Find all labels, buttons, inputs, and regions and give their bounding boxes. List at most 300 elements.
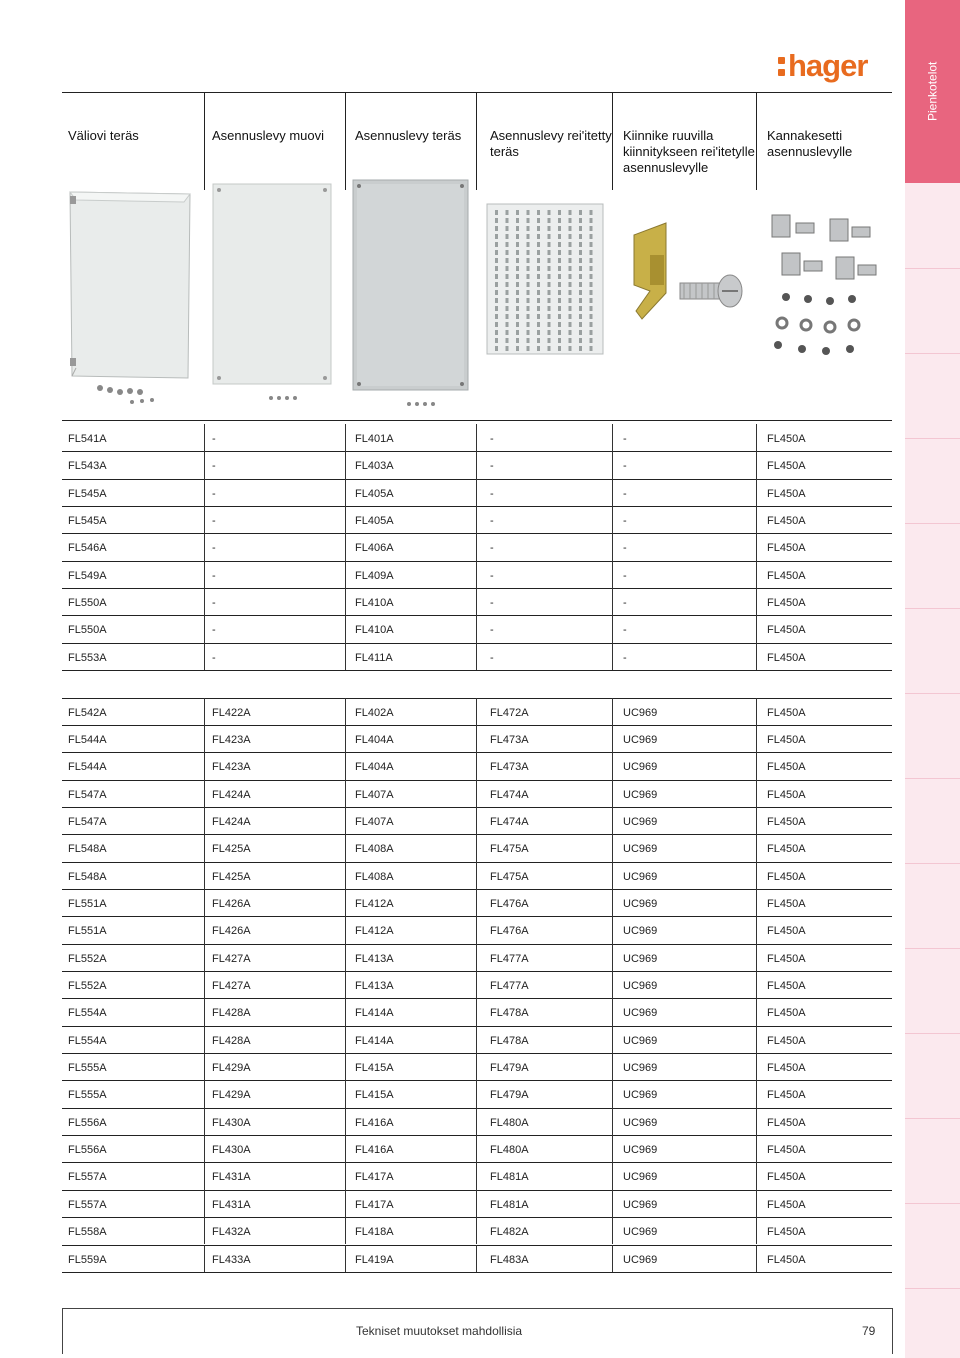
perforation-slot [590,258,593,263]
column-divider [204,971,205,998]
row-rule [62,1053,892,1054]
table-cell: FL450A [767,460,806,473]
table-cell: FL433A [212,1253,251,1266]
column-divider [756,1217,757,1244]
column-divider [204,889,205,916]
perforation-slot [527,346,530,351]
perforation-slot [558,226,561,231]
perforation-slot [506,242,509,247]
perforation-slot [569,258,572,263]
perforation-slot [506,266,509,271]
column-divider [345,1026,346,1053]
strip-gridline [905,948,960,949]
column-divider [756,834,757,861]
table-cell: FL450A [767,815,806,828]
column-divider [204,862,205,889]
perforation-slot [590,266,593,271]
table-cell: FL416A [355,1116,394,1129]
column-divider [476,1162,477,1189]
column-divider [476,1053,477,1080]
perforation-slot [495,338,498,343]
perforation-slot [495,274,498,279]
column-divider [204,1053,205,1080]
perforation-slot [516,266,519,271]
row-rule [62,889,892,890]
column-divider [345,643,346,670]
table-cell: FL405A [355,487,394,500]
table-cell: FL450A [767,1007,806,1020]
column-header: Väliovi teräs [68,128,139,143]
perforation-slot [495,250,498,255]
perforation-slot [558,266,561,271]
row-rule [62,916,892,917]
column-divider [612,971,613,998]
table-cell: FL417A [355,1171,394,1184]
row-rule [62,561,892,562]
table-cell: UC969 [623,1198,658,1211]
perforation-slot [590,210,593,215]
table-cell: - [623,433,627,445]
perforation-slot [527,226,530,231]
table-cell: - [490,433,494,445]
table-cell: FL450A [767,925,806,938]
table-cell: FL476A [490,897,529,910]
column-divider [476,971,477,998]
table-cell: - [212,624,216,637]
row-rule [62,780,892,781]
perforation-slot [579,274,582,279]
perforation-slot [537,218,540,223]
perforation-slot [506,234,509,239]
column-divider [204,533,205,560]
column-divider [345,533,346,560]
column-divider [204,698,205,725]
table-cell: UC969 [623,980,658,992]
table-cell: UC969 [623,733,658,746]
perforation-slot [548,338,551,343]
row-rule [62,971,892,972]
perforation-slot [569,298,572,303]
perforation-slot [569,290,572,295]
table-cell: FL450A [767,706,806,719]
table-cell: FL450A [767,1116,806,1129]
table-cell: FL547A [68,788,107,801]
row-rule [62,1217,892,1218]
table-cell: UC969 [623,1116,658,1129]
perforated-plate-image [483,200,608,360]
column-divider [345,1108,346,1135]
table-cell: - [212,460,216,473]
table-cell: FL450A [767,597,806,610]
perforation-slot [506,330,509,335]
perforation-slot [527,250,530,255]
table-cell: UC969 [623,788,658,801]
table-cell: FL479A [490,1062,529,1075]
table-cell: FL482A [490,1226,529,1239]
column-divider [345,1245,346,1272]
perforation-slot [579,266,582,271]
table-cell: FL402A [355,706,394,719]
table-cell: FL450A [767,761,806,774]
perforation-slot [516,210,519,215]
table-cell: FL419A [355,1253,394,1266]
column-divider [204,916,205,943]
row-rule [62,1272,892,1273]
column-divider [756,561,757,588]
column-divider [345,561,346,588]
column-divider [756,1245,757,1272]
table-cell: FL559A [68,1253,107,1266]
perforation-slot [537,266,540,271]
hager-logo [778,46,867,86]
column-header: Asennuslevy teräs [355,128,462,143]
perforation-slot [579,226,582,231]
perforation-slot [569,218,572,223]
perforation-slot [548,242,551,247]
table-cell: FL415A [355,1089,394,1102]
table-cell: FL450A [767,1034,806,1047]
table-cell: - [623,542,627,555]
column-divider [204,451,205,478]
column-divider [612,889,613,916]
row-rule [62,670,892,671]
column-divider [204,479,205,506]
column-divider [756,998,757,1025]
column-divider [204,1217,205,1244]
column-divider [204,780,205,807]
perforation-slot [569,346,572,351]
door-panel-image [62,188,192,413]
perforation-slot [537,258,540,263]
perforation-slot [527,306,530,311]
perforation-slot [506,306,509,311]
table-cell: FL543A [68,460,107,473]
perforation-slot [548,274,551,279]
perforation-slot [527,298,530,303]
column-divider [345,725,346,752]
table-cell: FL429A [212,1062,251,1075]
row-rule [62,834,892,835]
table-cell: FL549A [68,569,107,582]
table-cell: FL545A [68,515,107,528]
table-cell: FL450A [767,1226,806,1239]
perforation-slot [537,226,540,231]
column-divider [204,1245,205,1272]
column-divider [476,451,477,478]
column-divider [756,1135,757,1162]
column-divider [612,1053,613,1080]
column-divider [476,588,477,615]
perforation-slot [548,306,551,311]
column-divider [476,944,477,971]
table-cell: FL473A [490,733,529,746]
table-cell: FL555A [68,1062,107,1075]
column-divider [476,1080,477,1107]
column-divider [204,1135,205,1162]
section-tab-label: Pienkotelot [925,61,940,122]
table-cell: - [490,542,494,555]
column-divider [204,561,205,588]
table-cell: - [623,624,627,637]
perforation-slot [527,258,530,263]
table-cell: FL432A [212,1226,251,1239]
perforation-slot [506,210,509,215]
column-divider [345,889,346,916]
perforation-slot [558,306,561,311]
table-cell: FL554A [68,1034,107,1047]
column-divider [612,424,613,451]
table-cell: FL450A [767,1144,806,1157]
column-divider [612,1162,613,1189]
perforation-slot [548,322,551,327]
perforation-slot [527,314,530,319]
table-cell: FL542A [68,706,107,719]
table-cell: - [212,651,216,664]
column-divider [345,1217,346,1244]
table-cell: FL407A [355,788,394,801]
column-divider [345,1053,346,1080]
table-cell: FL427A [212,952,251,965]
perforation-slot [506,218,509,223]
column-divider [612,451,613,478]
column-divider [204,998,205,1025]
strip-gridline [905,778,960,779]
perforation-slot [569,266,572,271]
column-divider [204,1190,205,1217]
column-divider [756,971,757,998]
perforation-slot [516,290,519,295]
perforation-slot [569,322,572,327]
table-cell: FL483A [490,1253,529,1266]
column-divider [476,998,477,1025]
column-divider [612,862,613,889]
perforation-slot [495,322,498,327]
column-divider [204,424,205,451]
column-divider [756,1026,757,1053]
column-header: Kiinnike ruuvilla kiinnitykseen rei'itetylle asennuslevylle [623,128,755,175]
perforation-slot [558,242,561,247]
perforation-slot [516,218,519,223]
column-divider [476,889,477,916]
perforation-slot [569,282,572,287]
strip-gridline [905,523,960,524]
perforation-slot [579,218,582,223]
perforation-slot [537,250,540,255]
row-rule [62,807,892,808]
perforation-slot [506,314,509,319]
perforation-slot [569,234,572,239]
column-divider [756,780,757,807]
column-divider [204,1108,205,1135]
table-cell: FL430A [212,1144,251,1157]
table-cell: FL480A [490,1144,529,1157]
column-divider [345,1190,346,1217]
column-divider [756,1080,757,1107]
table-cell: UC969 [623,1226,658,1239]
column-divider [345,862,346,889]
table-cell: FL555A [68,1089,107,1102]
table-cell: FL431A [212,1198,251,1211]
column-divider [756,698,757,725]
column-divider [476,561,477,588]
table-cell: FL481A [490,1198,529,1211]
perforation-slot [569,250,572,255]
table-cell: UC969 [623,870,658,883]
table-cell: UC969 [623,1171,658,1184]
column-divider [476,424,477,451]
perforation-slot [516,242,519,247]
table-cell: UC969 [623,897,658,910]
row-rule [62,998,892,999]
table-cell: FL552A [68,952,107,965]
column-divider [345,1135,346,1162]
column-divider [612,698,613,725]
column-divider [612,479,613,506]
table-cell: FL450A [767,1089,806,1102]
perforation-slot [537,290,540,295]
table-cell: FL550A [68,597,107,610]
table-cell: FL410A [355,597,394,610]
table-cell: FL553A [68,651,107,664]
perforation-slot [506,282,509,287]
perforation-slot [506,274,509,279]
strip-gridline [905,1118,960,1119]
table-cell: FL548A [68,870,107,883]
plastic-mounting-plate-image [205,180,335,412]
column-divider [756,862,757,889]
column-divider [345,424,346,451]
column-divider [476,780,477,807]
table-cell: FL450A [767,1253,806,1266]
perforation-slot [527,210,530,215]
perforation-slot [516,330,519,335]
table-cell: - [212,542,216,555]
strip-gridline [905,268,960,269]
perforation-slot [579,234,582,239]
column-divider [612,834,613,861]
column-divider [756,588,757,615]
column-divider [612,1135,613,1162]
column-divider [476,479,477,506]
column-divider [612,643,613,670]
column-divider [476,1135,477,1162]
perforation-slot [548,210,551,215]
table-cell: - [490,569,494,582]
perforation-slot [558,322,561,327]
table-cell: FL416A [355,1144,394,1157]
perforation-slot [495,258,498,263]
column-header: Kannakesetti asennuslevylle [767,128,853,159]
table-cell: FL450A [767,1062,806,1075]
perforation-slot [506,322,509,327]
column-divider [612,780,613,807]
column-divider [345,944,346,971]
column-divider [204,615,205,642]
column-divider [612,588,613,615]
table-cell: FL478A [490,1034,529,1047]
column-divider [756,807,757,834]
column-divider [476,1026,477,1053]
column-divider [756,916,757,943]
perforation-slot [495,306,498,311]
table-cell: FL473A [490,761,529,774]
table-cell: - [623,460,627,473]
column-divider [204,643,205,670]
table-cell: - [490,460,494,473]
column-divider [204,588,205,615]
strip-gridline [905,1203,960,1204]
column-divider [345,780,346,807]
table-cell: FL475A [490,870,529,883]
column-divider [612,1108,613,1135]
perforation-slot [495,282,498,287]
column-divider [476,698,477,725]
row-rule [62,1190,892,1191]
perforation-slot [527,338,530,343]
column-divider [476,752,477,779]
perforation-slot [569,330,572,335]
table-cell: FL426A [212,897,251,910]
perforation-slot [579,258,582,263]
column-divider [476,834,477,861]
table-cell: FL557A [68,1198,107,1211]
column-divider [476,92,477,190]
perforation-slot [537,242,540,247]
column-divider [476,506,477,533]
perforation-slot [537,274,540,279]
table-cell: FL472A [490,706,529,719]
perforation-slot [579,242,582,247]
perforation-slot [548,330,551,335]
perforation-slot [548,234,551,239]
table-cell: FL413A [355,952,394,965]
perforation-slot [527,274,530,279]
perforation-slot [569,210,572,215]
table-cell: FL450A [767,487,806,500]
table-cell: FL558A [68,1226,107,1239]
footer-note: Tekniset muutokset mahdollisia [356,1324,523,1338]
perforation-slot [537,322,540,327]
perforation-slot [558,330,561,335]
table-cell: FL477A [490,980,529,992]
perforation-slot [590,346,593,351]
table-cell: - [490,624,494,637]
row-rule [62,1245,892,1246]
table-cell: FL450A [767,733,806,746]
table-cell: FL429A [212,1089,251,1102]
table-cell: FL479A [490,1089,529,1102]
bracket-screw-image [620,215,750,325]
table-cell: FL450A [767,788,806,801]
perforation-slot [590,338,593,343]
column-divider [345,506,346,533]
column-divider [204,1080,205,1107]
table-cell: - [212,487,216,500]
footer-divider [892,1308,893,1354]
perforation-slot [590,314,593,319]
column-divider [345,588,346,615]
perforation-slot [516,258,519,263]
column-divider [345,615,346,642]
row-rule [62,588,892,589]
table-cell: FL481A [490,1171,529,1184]
perforation-slot [590,298,593,303]
perforation-slot [495,298,498,303]
column-divider [204,1162,205,1189]
table-cell: FL411A [355,651,393,664]
perforation-slot [558,250,561,255]
column-divider [612,1245,613,1272]
